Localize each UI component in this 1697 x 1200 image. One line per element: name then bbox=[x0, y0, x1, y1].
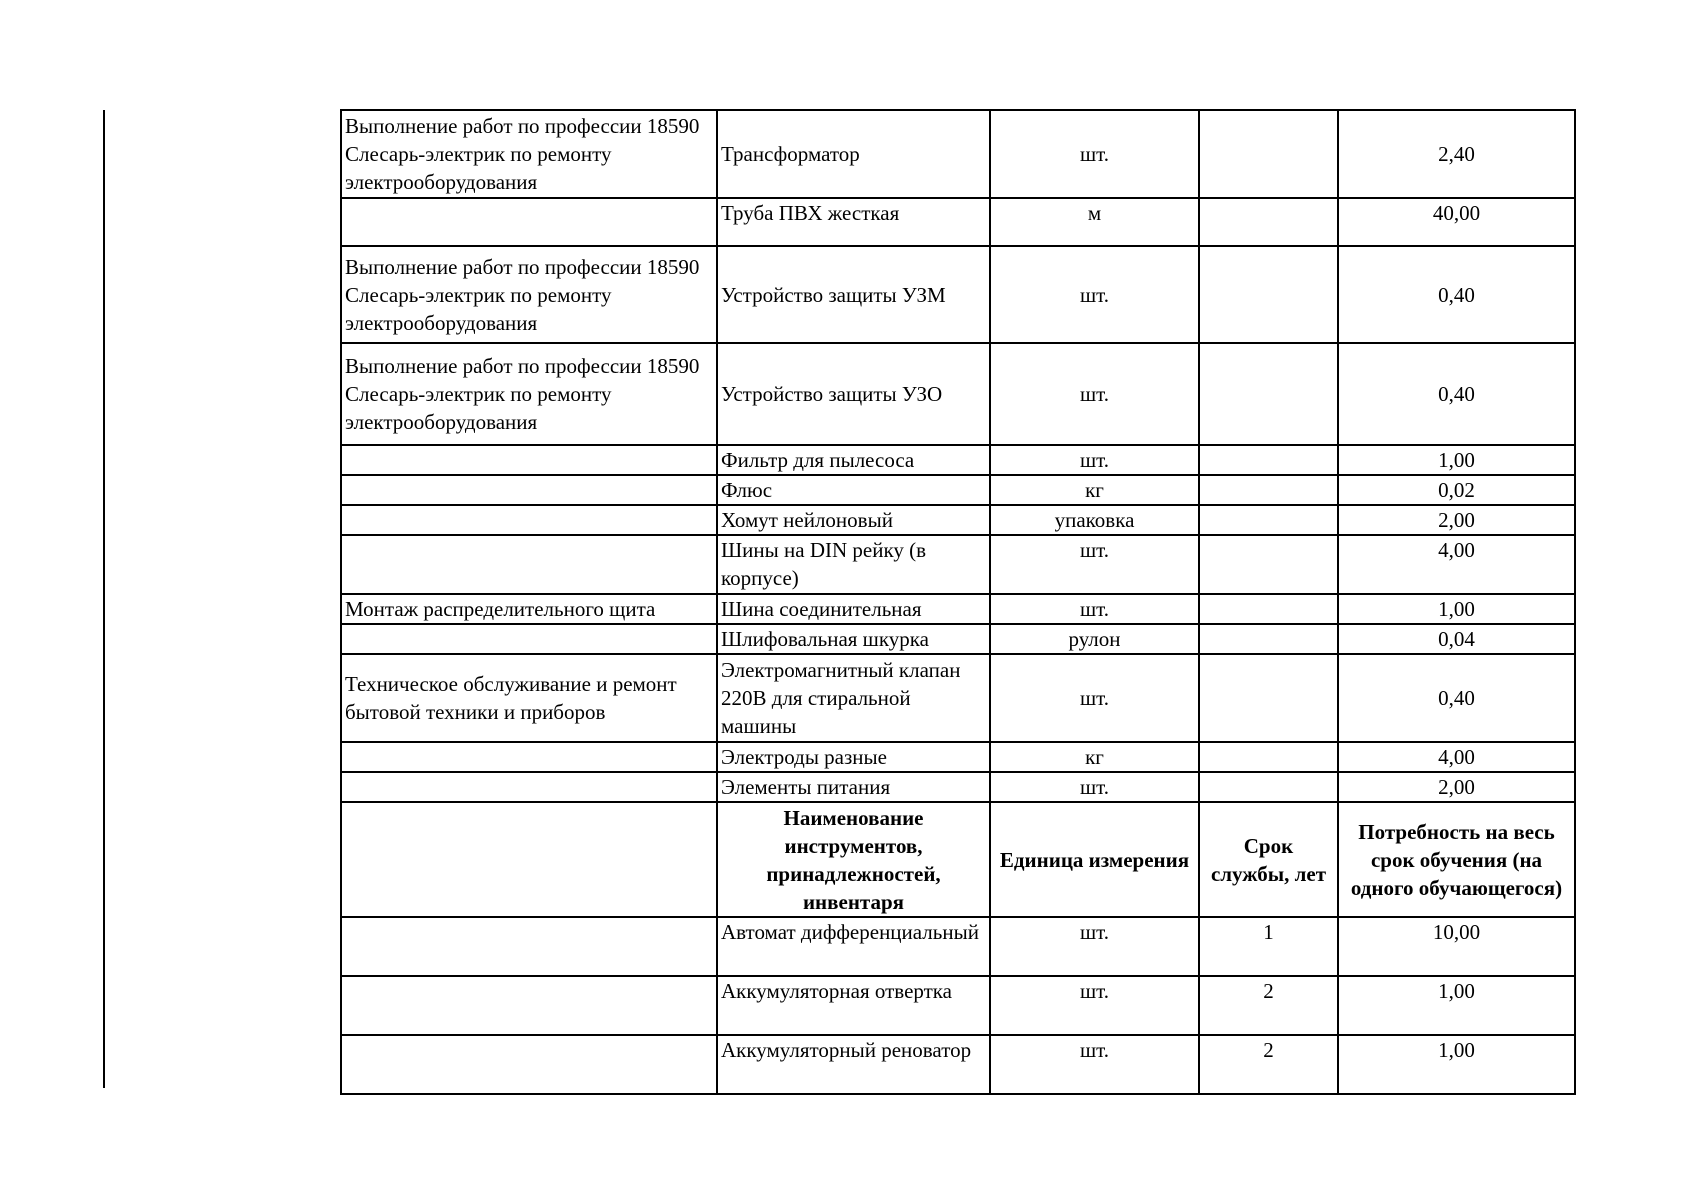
column-header-unit: Единица измерения bbox=[990, 802, 1199, 917]
activity-cell bbox=[341, 976, 717, 1035]
unit-cell: рулон bbox=[990, 624, 1199, 654]
table-row bbox=[341, 772, 1575, 802]
need-cell: 4,00 bbox=[1338, 535, 1575, 594]
unit-cell: шт. bbox=[990, 246, 1199, 343]
unit-cell: кг bbox=[990, 742, 1199, 772]
unit-cell: шт. bbox=[990, 594, 1199, 624]
unit-cell: шт. bbox=[990, 343, 1199, 445]
tools-header-row bbox=[341, 802, 1575, 917]
table-row bbox=[341, 654, 1575, 742]
item-name-cell: Флюс bbox=[717, 475, 990, 505]
item-name-cell: Устройство защиты УЗО bbox=[717, 343, 990, 445]
left-margin-line bbox=[103, 110, 105, 1088]
unit-cell: шт. bbox=[990, 772, 1199, 802]
table-row bbox=[341, 594, 1575, 624]
unit-cell: шт. bbox=[990, 535, 1199, 594]
need-cell: 0,04 bbox=[1338, 624, 1575, 654]
unit-cell: м bbox=[990, 198, 1199, 246]
service-life-cell bbox=[1199, 445, 1338, 475]
activity-cell bbox=[341, 475, 717, 505]
service-life-cell bbox=[1199, 742, 1338, 772]
column-header-service-life: Срок службы, лет bbox=[1199, 802, 1338, 917]
unit-cell: шт. bbox=[990, 445, 1199, 475]
need-cell: 1,00 bbox=[1338, 976, 1575, 1035]
need-cell: 0,40 bbox=[1338, 246, 1575, 343]
service-life-cell bbox=[1199, 110, 1338, 198]
need-cell: 2,00 bbox=[1338, 772, 1575, 802]
unit-cell: кг bbox=[990, 475, 1199, 505]
table-row bbox=[341, 343, 1575, 445]
service-life-cell bbox=[1199, 535, 1338, 594]
service-life-cell bbox=[1199, 772, 1338, 802]
need-cell: 2,40 bbox=[1338, 110, 1575, 198]
table-row bbox=[341, 917, 1575, 976]
need-cell: 1,00 bbox=[1338, 1035, 1575, 1094]
table-row bbox=[341, 110, 1575, 198]
unit-cell: шт. bbox=[990, 976, 1199, 1035]
table-row bbox=[341, 246, 1575, 343]
item-name-cell: Устройство защиты УЗМ bbox=[717, 246, 990, 343]
service-life-cell bbox=[1199, 198, 1338, 246]
service-life-cell: 1 bbox=[1199, 917, 1338, 976]
service-life-cell: 2 bbox=[1199, 1035, 1338, 1094]
item-name-cell: Шины на DIN рейку (в корпусе) bbox=[717, 535, 990, 594]
need-cell: 4,00 bbox=[1338, 742, 1575, 772]
service-life-cell bbox=[1199, 475, 1338, 505]
activity-cell: Выполнение работ по профессии 18590 Слесарь-электрик по ремонту электрооборудования bbox=[341, 343, 717, 445]
item-name-cell: Трансформатор bbox=[717, 110, 990, 198]
need-cell: 0,40 bbox=[1338, 343, 1575, 445]
item-name-cell: Шина соединительная bbox=[717, 594, 990, 624]
activity-cell bbox=[341, 917, 717, 976]
table-row bbox=[341, 624, 1575, 654]
table-row bbox=[341, 535, 1575, 594]
column-header-need: Потребность на весь срок обучения (на одного обучающегося) bbox=[1338, 802, 1575, 917]
need-cell: 1,00 bbox=[1338, 445, 1575, 475]
item-name-cell: Аккумуляторный реноватор bbox=[717, 1035, 990, 1094]
activity-cell bbox=[341, 505, 717, 535]
need-cell: 2,00 bbox=[1338, 505, 1575, 535]
table-row bbox=[341, 445, 1575, 475]
need-cell: 10,00 bbox=[1338, 917, 1575, 976]
activity-cell bbox=[341, 1035, 717, 1094]
unit-cell: шт. bbox=[990, 110, 1199, 198]
unit-cell: шт. bbox=[990, 1035, 1199, 1094]
column-header-name: Наименование инструментов, принадлежностей, инвентаря bbox=[717, 802, 990, 917]
activity-cell: Выполнение работ по профессии 18590 Слесарь-электрик по ремонту электрооборудования bbox=[341, 110, 717, 198]
item-name-cell: Автомат дифференциальный bbox=[717, 917, 990, 976]
need-cell: 0,02 bbox=[1338, 475, 1575, 505]
table-row bbox=[341, 198, 1575, 246]
service-life-cell: 2 bbox=[1199, 976, 1338, 1035]
materials-table bbox=[340, 109, 1576, 1095]
service-life-cell bbox=[1199, 505, 1338, 535]
item-name-cell: Шлифовальная шкурка bbox=[717, 624, 990, 654]
unit-cell: упаковка bbox=[990, 505, 1199, 535]
need-cell: 40,00 bbox=[1338, 198, 1575, 246]
service-life-cell bbox=[1199, 343, 1338, 445]
service-life-cell bbox=[1199, 624, 1338, 654]
table-row bbox=[341, 475, 1575, 505]
table-row bbox=[341, 742, 1575, 772]
table-row bbox=[341, 505, 1575, 535]
need-cell: 1,00 bbox=[1338, 594, 1575, 624]
activity-cell bbox=[341, 535, 717, 594]
table-row bbox=[341, 976, 1575, 1035]
item-name-cell: Труба ПВХ жесткая bbox=[717, 198, 990, 246]
unit-cell: шт. bbox=[990, 917, 1199, 976]
activity-cell bbox=[341, 742, 717, 772]
item-name-cell: Фильтр для пылесоса bbox=[717, 445, 990, 475]
table-row bbox=[341, 1035, 1575, 1094]
item-name-cell: Хомут нейлоновый bbox=[717, 505, 990, 535]
activity-cell bbox=[341, 802, 717, 917]
item-name-cell: Элементы питания bbox=[717, 772, 990, 802]
need-cell: 0,40 bbox=[1338, 654, 1575, 742]
activity-cell: Выполнение работ по профессии 18590 Слесарь-электрик по ремонту электрооборудования bbox=[341, 246, 717, 343]
activity-cell bbox=[341, 624, 717, 654]
unit-cell: шт. bbox=[990, 654, 1199, 742]
activity-cell: Монтаж распределительного щита bbox=[341, 594, 717, 624]
item-name-cell: Электромагнитный клапан 220В для стиральной машины bbox=[717, 654, 990, 742]
service-life-cell bbox=[1199, 246, 1338, 343]
activity-cell bbox=[341, 445, 717, 475]
service-life-cell bbox=[1199, 654, 1338, 742]
item-name-cell: Электроды разные bbox=[717, 742, 990, 772]
service-life-cell bbox=[1199, 594, 1338, 624]
item-name-cell: Аккумуляторная отвертка bbox=[717, 976, 990, 1035]
activity-cell bbox=[341, 198, 717, 246]
activity-cell bbox=[341, 772, 717, 802]
activity-cell: Техническое обслуживание и ремонт бытовой техники и приборов bbox=[341, 654, 717, 742]
